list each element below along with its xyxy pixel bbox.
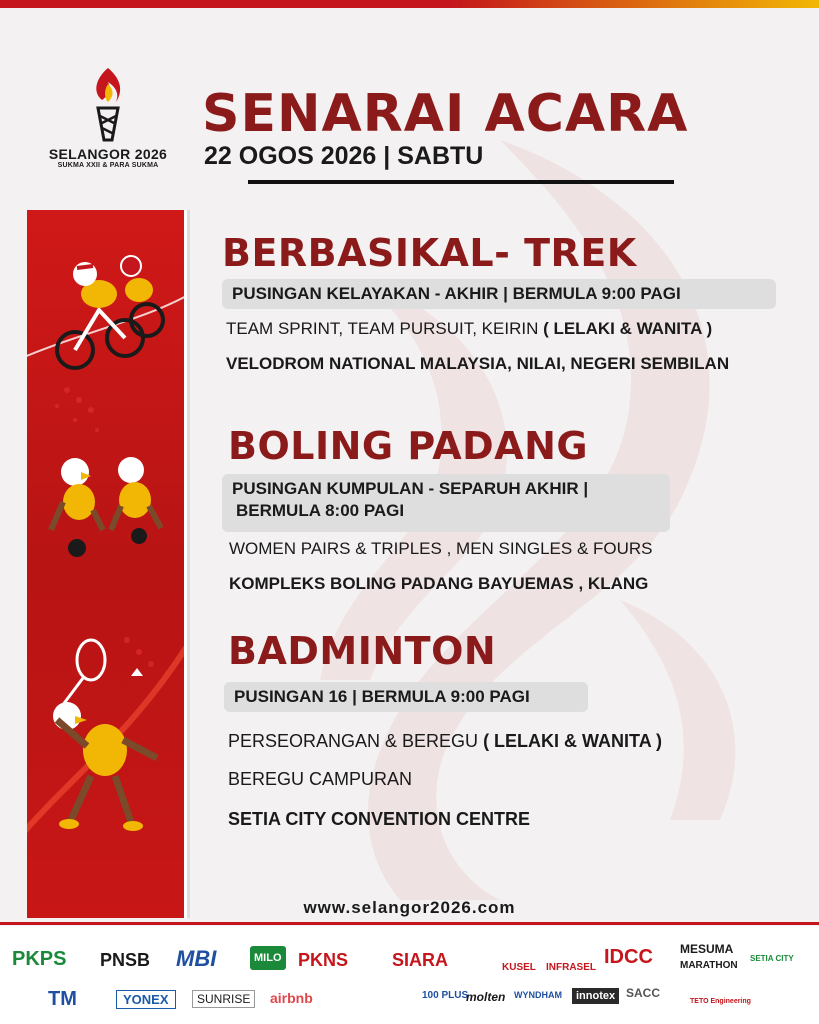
sponsor-logo: MARATHON (680, 960, 738, 971)
sponsor-logo: SETIA CITY (750, 954, 794, 963)
event-title-cycling: BERBASIKAL- TREK (222, 231, 637, 275)
sponsor-logo: IDCC (604, 946, 653, 968)
sponsor-logo: innotex (572, 988, 619, 1004)
footer-divider (0, 922, 819, 925)
event-title-badminton: BADMINTON (228, 629, 497, 673)
event-detail-cycling: TEAM SPRINT, TEAM PURSUIT, KEIRIN ( LELAKI & WANITA ) (226, 319, 713, 338)
sponsor-logo: WYNDHAM (514, 990, 562, 1000)
badminton-mascot (53, 640, 157, 831)
sponsor-logo: INFRASEL (546, 962, 596, 973)
sponsor-logo: molten (466, 990, 506, 1004)
sponsor-logo: YONEX (116, 990, 176, 1009)
torch-icon (86, 64, 130, 144)
event-venue-lawn-bowls: KOMPLEKS BOLING PADANG BAYUEMAS , KLANG (229, 574, 649, 593)
sponsor-logo: airbnb (270, 990, 313, 1006)
event-detail-lawn-bowls: WOMEN PAIRS & TRIPLES , MEN SINGLES & FOURS (229, 539, 653, 558)
lawn-bowls-mascots (51, 457, 161, 557)
mascot-strip (27, 210, 187, 918)
sponsor-logo: PKPS (12, 948, 67, 970)
logo-subtitle: SUKMA XXII & PARA SUKMA (57, 162, 159, 169)
event-round-cycling: PUSINGAN KELAYAKAN - AKHIR | BERMULA 9:00 PAGI (222, 279, 776, 309)
event-date: 22 OGOS 2026 | SABTU (204, 142, 484, 170)
event-round-lawn-bowls-line2: BERMULA 8:00 PAGI (236, 501, 405, 520)
sponsor-logo: MESUMA (680, 942, 734, 956)
website-link[interactable]: www.selangor2026.com (303, 898, 516, 917)
event-round-lawn-bowls (222, 474, 670, 532)
page-title: SENARAI ACARA (202, 84, 689, 144)
sponsor-logo: PNSB (100, 950, 151, 970)
mascot-illustrations (27, 210, 187, 918)
cyclist-mascots (57, 256, 163, 368)
title-divider (248, 180, 674, 184)
sponsor-logo: SUNRISE (192, 990, 255, 1008)
event-detail2-badminton: BEREGU CAMPURAN (228, 769, 413, 789)
sponsor-logo: TETO Engineering (690, 998, 751, 1005)
sponsor-logos (0, 926, 819, 1024)
event-round-lawn-bowls-line1: PUSINGAN KUMPULAN - SEPARUH AKHIR | (232, 479, 589, 498)
event-title-lawn-bowls: BOLING PADANG (228, 424, 589, 468)
sponsor-logo: MBI (176, 946, 217, 971)
logo-title: SELANGOR 2026 (48, 146, 168, 162)
event-venue-cycling: VELODROM NATIONAL MALAYSIA, NILAI, NEGERI SEMBILAN (226, 354, 730, 373)
sponsor-logo: MILO (250, 946, 286, 970)
sponsor-logo: 100 PLUS (422, 990, 469, 1001)
sponsor-logo: SIARA (392, 950, 449, 970)
sponsor-logo: SACC (626, 986, 661, 1000)
top-accent-bar (0, 0, 819, 8)
sponsor-logo: KUSEL (502, 962, 536, 973)
selangor-2026-logo (38, 64, 178, 180)
event-detail-badminton: PERSEORANGAN & BEREGU ( LELAKI & WANITA ) (228, 731, 663, 751)
sponsor-logo: PKNS (298, 950, 349, 970)
sponsor-logo: TM (48, 988, 77, 1010)
event-venue-badminton: SETIA CITY CONVENTION CENTRE (228, 809, 531, 829)
event-round-badminton: PUSINGAN 16 | BERMULA 9:00 PAGI (224, 682, 588, 712)
